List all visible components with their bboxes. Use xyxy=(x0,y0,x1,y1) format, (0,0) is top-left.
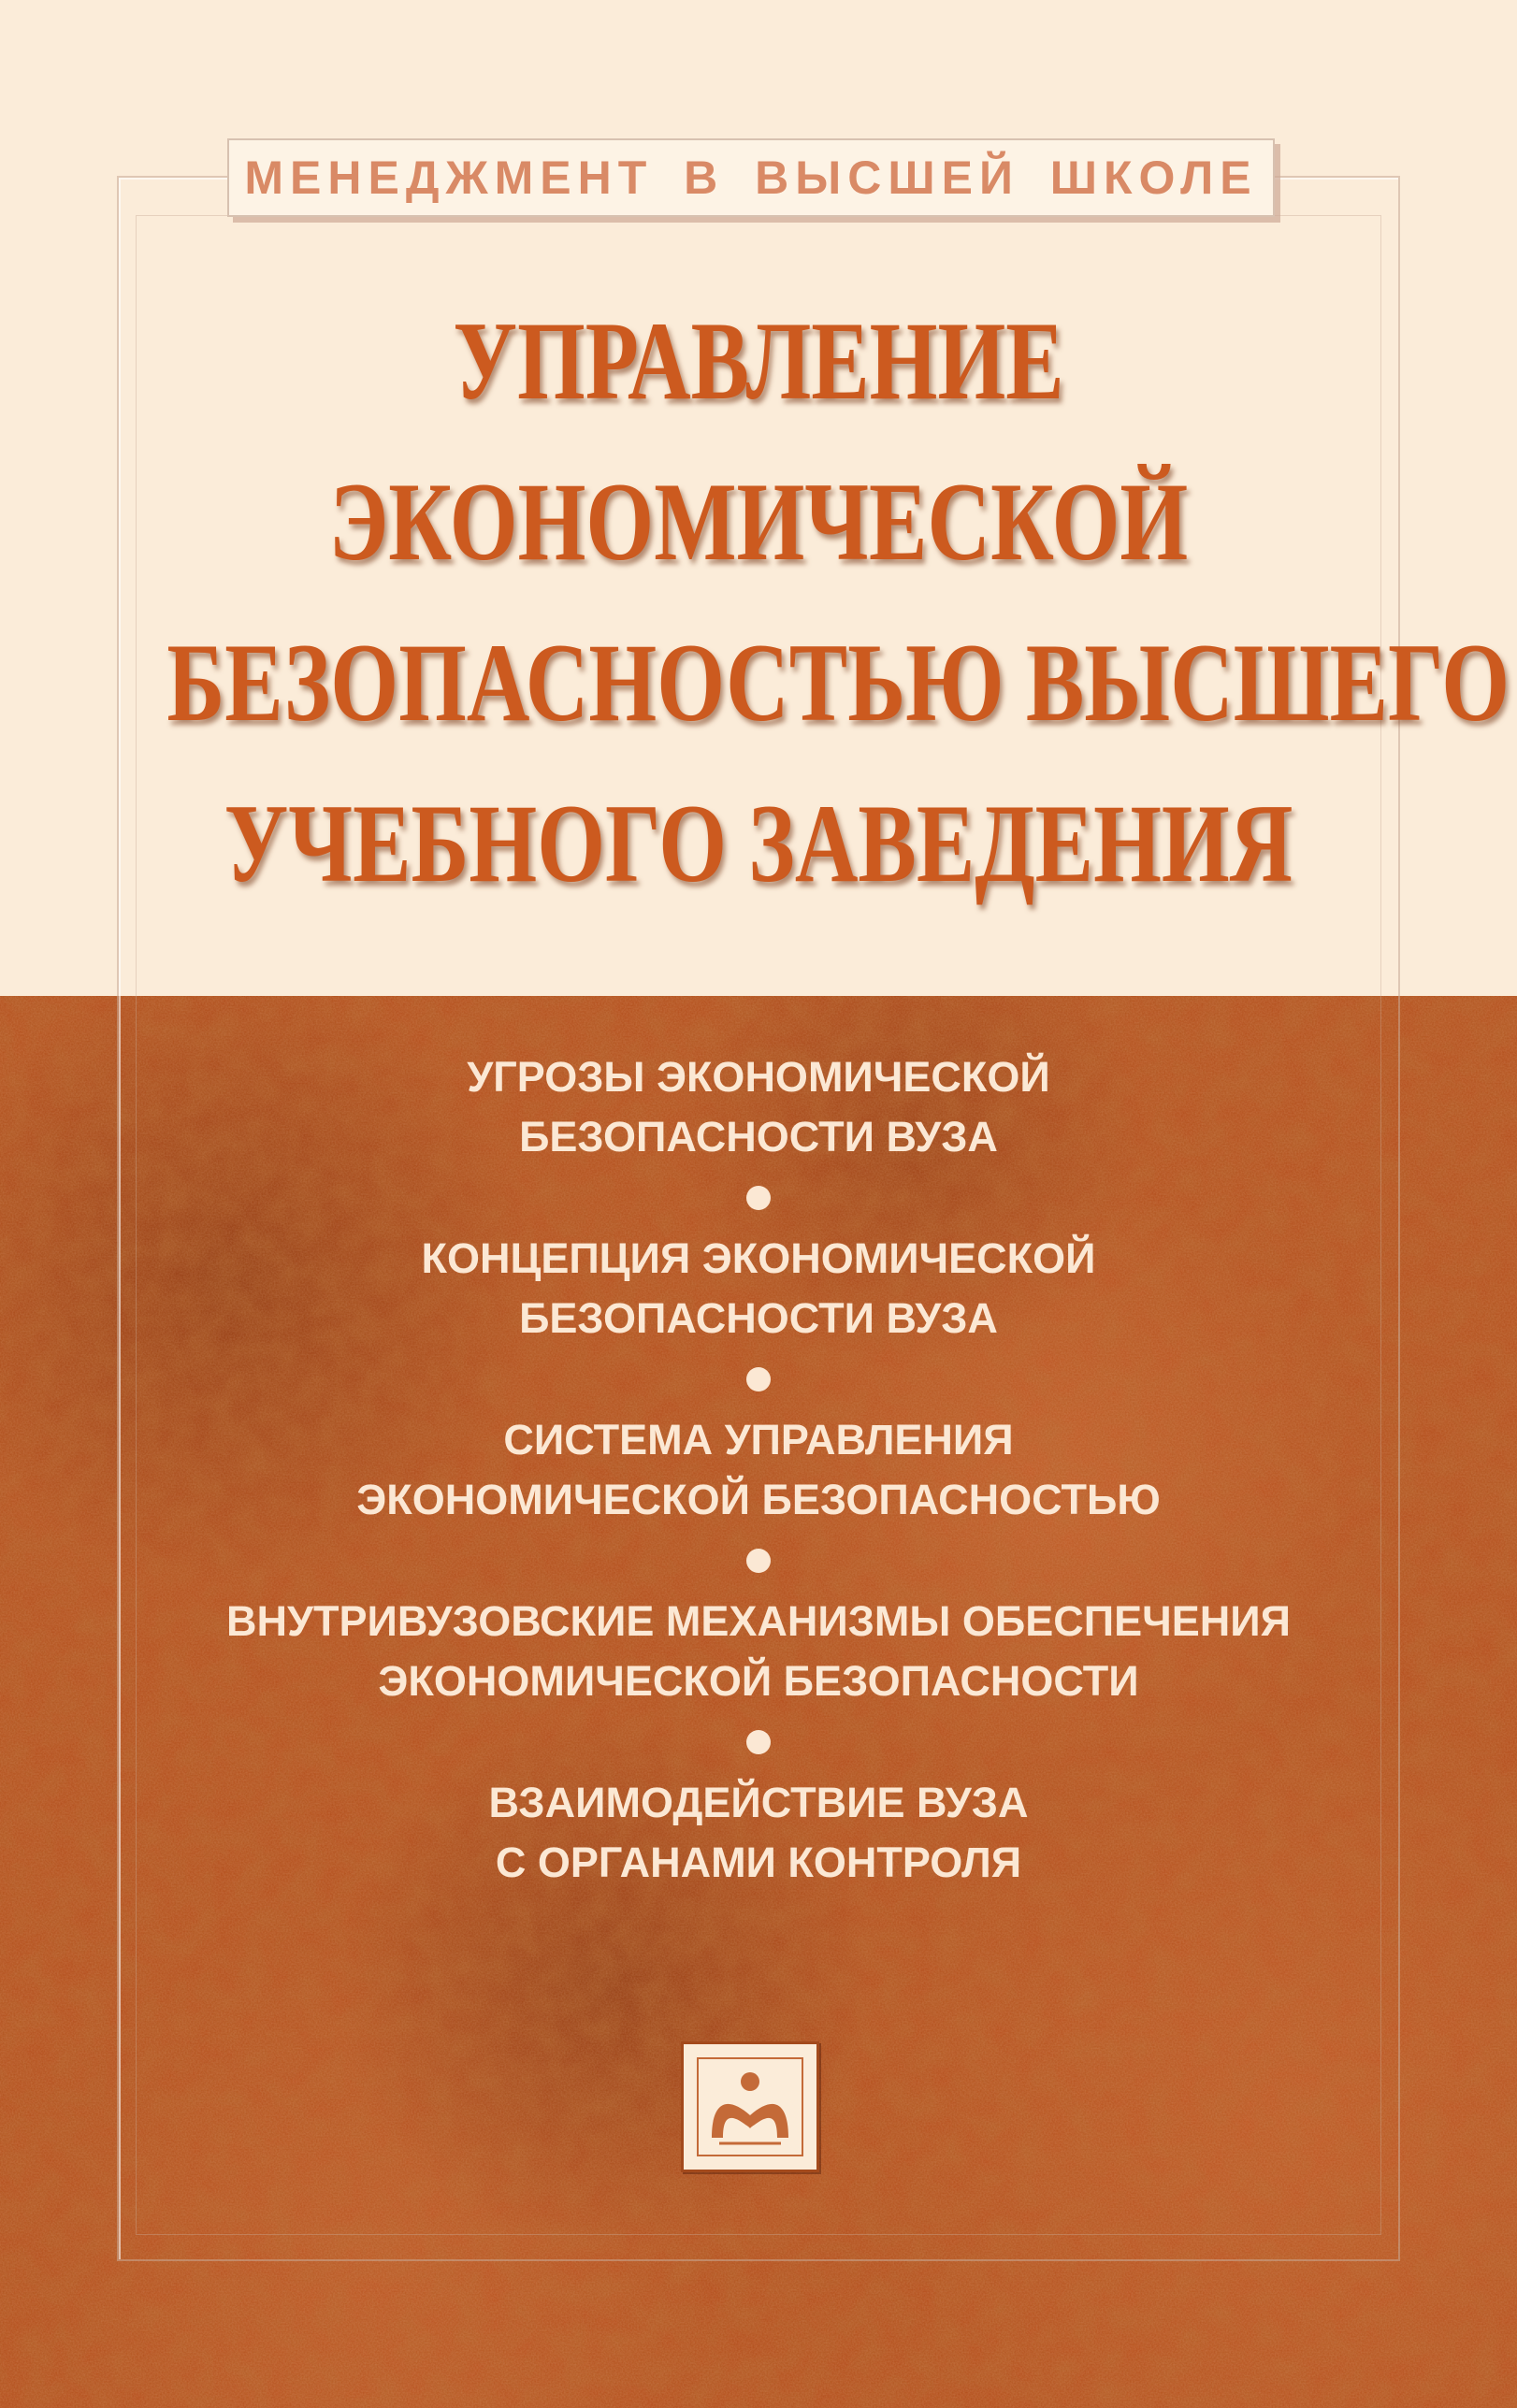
bullet-icon xyxy=(746,1549,771,1573)
bullet-icon xyxy=(746,1730,771,1754)
topic-item xyxy=(0,1592,1517,1711)
series-banner xyxy=(227,138,1275,217)
title-line: БЕЗОПАСНОСТЬЮ ВЫСШЕГО xyxy=(166,620,1510,744)
topics-list xyxy=(0,1047,1517,1893)
topic-line: ВЗАИМОДЕЙСТВИЕ ВУЗА xyxy=(488,1779,1029,1826)
topic-line: УГРОЗЫ ЭКОНОМИЧЕСКОЙ xyxy=(467,1053,1050,1101)
bullet-icon xyxy=(746,1186,771,1210)
topic-line: ЭКОНОМИЧЕСКОЙ БЕЗОПАСНОСТИ xyxy=(378,1657,1139,1705)
title-line: УЧЕБНОГО ЗАВЕДЕНИЯ xyxy=(224,781,1293,905)
bullet-icon xyxy=(746,1367,771,1391)
topic-line: БЕЗОПАСНОСТИ ВУЗА xyxy=(519,1113,998,1161)
topic-line: СИСТЕМА УПРАВЛЕНИЯ xyxy=(503,1416,1014,1464)
topic-line: БЕЗОПАСНОСТИ ВУЗА xyxy=(519,1294,998,1342)
topic-line: ВНУТРИВУЗОВСКИЕ МЕХАНИЗМЫ ОБЕСПЕЧЕНИЯ xyxy=(226,1597,1291,1645)
book-title xyxy=(166,281,1510,924)
publisher-emblem-icon xyxy=(699,2059,802,2155)
series-label: МЕНЕДЖМЕНТ В ВЫСШЕЙ ШКОЛЕ xyxy=(244,151,1258,204)
topic-line: ЭКОНОМИЧЕСКОЙ БЕЗОПАСНОСТЬЮ xyxy=(356,1476,1161,1523)
topic-item xyxy=(0,1773,1517,1893)
topic-item xyxy=(0,1410,1517,1530)
title-line: ЭКОНОМИЧЕСКОЙ xyxy=(328,459,1189,584)
topic-item xyxy=(0,1229,1517,1348)
publisher-logo-icon xyxy=(681,2041,819,2172)
topic-line: КОНЦЕПЦИЯ ЭКОНОМИЧЕСКОЙ xyxy=(421,1234,1096,1282)
topic-item xyxy=(0,1047,1517,1167)
topic-line: С ОРГАНАМИ КОНТРОЛЯ xyxy=(495,1838,1022,1886)
title-line: УПРАВЛЕНИЕ xyxy=(453,298,1064,423)
logo-frame xyxy=(697,2057,803,2156)
